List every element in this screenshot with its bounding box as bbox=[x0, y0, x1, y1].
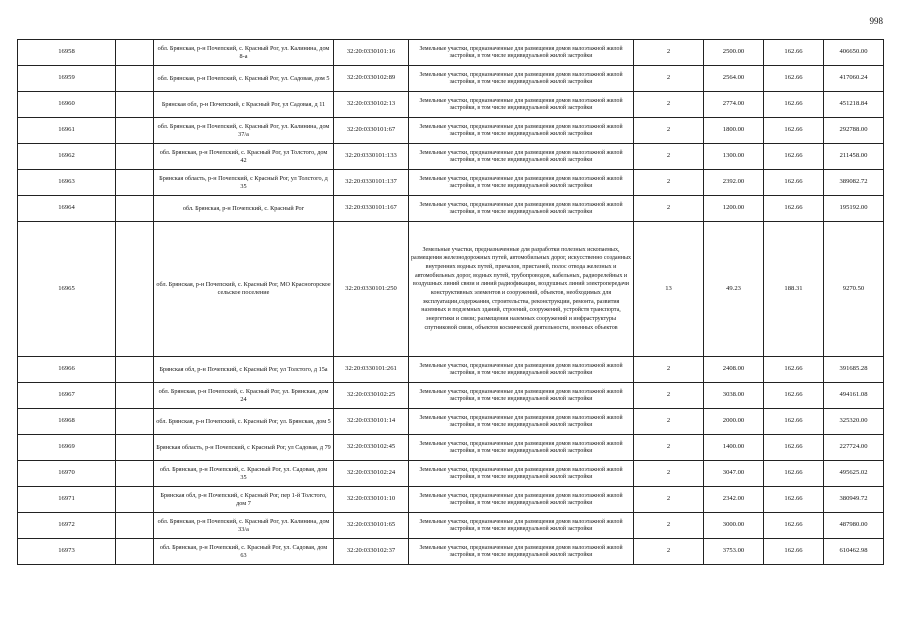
table-row bbox=[18, 144, 884, 170]
empty-cell bbox=[116, 170, 154, 196]
area-cell: 1400.00 bbox=[704, 435, 764, 461]
area-cell: 1300.00 bbox=[704, 144, 764, 170]
table-row bbox=[18, 409, 884, 435]
specific-value-cell: 162.66 bbox=[764, 487, 824, 513]
land-use-purpose-cell: Земельные участки, предназначенные для размещения домов малоэтажной жилой застройки, в том числе индивидуальной жилой застройки bbox=[409, 357, 634, 383]
cadastral-number-cell: 32:20:0330101:137 bbox=[334, 170, 409, 196]
area-cell: 2564.00 bbox=[704, 66, 764, 92]
cadastral-value-cell: 211458.00 bbox=[824, 144, 884, 170]
empty-cell bbox=[116, 539, 154, 565]
specific-value-cell: 162.66 bbox=[764, 357, 824, 383]
table-row bbox=[18, 66, 884, 92]
cadastral-number-cell: 32:20:0330101:67 bbox=[334, 118, 409, 144]
area-cell: 3047.00 bbox=[704, 461, 764, 487]
specific-value-cell: 188.31 bbox=[764, 222, 824, 357]
land-use-purpose-cell: Земельные участки, предназначенные для размещения домов малоэтажной жилой застройки, в том числе индивидуальной жилой застройки bbox=[409, 409, 634, 435]
area-cell: 3753.00 bbox=[704, 539, 764, 565]
specific-value-cell: 162.66 bbox=[764, 461, 824, 487]
land-use-purpose-cell: Земельные участки, предназначенные для разработки полезных ископаемых, размещения железнодорожных путей, автомобильных дорог, искусственно созданных внутренних водных путей, причалов, пристаней, полос отвода железных и автомобильных дорог, водных путей, трубопроводов, кабельных, радиорелейных и воздушных линий связи и линий радиофикации, воздушных линий электропередачи конструктивных элементов и сооружений, объектов, необходимых для эксплуатации,содержания, строительства, реконструкции, ремонта, развития наземных и подземных зданий, строений, сооружений, устройств транспорта, энергетики и связи; размещения наземных сооружений и инфраструктуры спутниковой связи, объектов космической деятельности, военных объектов bbox=[409, 222, 634, 357]
record-id-cell: 16970 bbox=[18, 461, 116, 487]
empty-cell bbox=[116, 92, 154, 118]
land-use-purpose-cell: Земельные участки, предназначенные для размещения домов малоэтажной жилой застройки, в том числе индивидуальной жилой застройки bbox=[409, 196, 634, 222]
cadastral-number-cell: 32:20:0330101:167 bbox=[334, 196, 409, 222]
table-row bbox=[18, 487, 884, 513]
area-cell: 2000.00 bbox=[704, 409, 764, 435]
empty-cell bbox=[116, 66, 154, 92]
cadastral-value-cell: 389082.72 bbox=[824, 170, 884, 196]
table-row bbox=[18, 513, 884, 539]
cadastral-value-cell: 495625.02 bbox=[824, 461, 884, 487]
group-number-cell: 2 bbox=[634, 539, 704, 565]
land-use-purpose-cell: Земельные участки, предназначенные для размещения домов малоэтажной жилой застройки, в том числе индивидуальной жилой застройки bbox=[409, 461, 634, 487]
empty-cell bbox=[116, 461, 154, 487]
specific-value-cell: 162.66 bbox=[764, 513, 824, 539]
group-number-cell: 2 bbox=[634, 66, 704, 92]
land-use-purpose-cell: Земельные участки, предназначенные для размещения домов малоэтажной жилой застройки, в том числе индивидуальной жилой застройки bbox=[409, 118, 634, 144]
record-id-cell: 16966 bbox=[18, 357, 116, 383]
record-id-cell: 16964 bbox=[18, 196, 116, 222]
address-cell: Брянская область, р-н Почепский, с Красный Рог, ул Толстого, д 35 bbox=[154, 170, 334, 196]
cadastral-value-cell: 391685.28 bbox=[824, 357, 884, 383]
cadastral-value-cell: 406650.00 bbox=[824, 40, 884, 66]
table-row bbox=[18, 40, 884, 66]
cadastral-value-cell: 494161.08 bbox=[824, 383, 884, 409]
area-cell: 49.23 bbox=[704, 222, 764, 357]
empty-cell bbox=[116, 40, 154, 66]
empty-cell bbox=[116, 513, 154, 539]
address-cell: обл. Брянская, р-н Почепский, с. Красный Рог, ул. Садовая, дом 63 bbox=[154, 539, 334, 565]
cadastral-value-cell: 9270.50 bbox=[824, 222, 884, 357]
cadastral-number-cell: 32:20:0330102:13 bbox=[334, 92, 409, 118]
record-id-cell: 16965 bbox=[18, 222, 116, 357]
group-number-cell: 2 bbox=[634, 409, 704, 435]
specific-value-cell: 162.66 bbox=[764, 539, 824, 565]
address-cell: Брянская обл, р-н Почепский, с Красный Рог, ул Толстого, д 15а bbox=[154, 357, 334, 383]
area-cell: 3038.00 bbox=[704, 383, 764, 409]
group-number-cell: 2 bbox=[634, 487, 704, 513]
cadastral-value-cell: 380949.72 bbox=[824, 487, 884, 513]
record-id-cell: 16958 bbox=[18, 40, 116, 66]
address-cell: обл. Брянская, р-н Почепский, с. Красный Рог, МО Красногорское сельское поселение bbox=[154, 222, 334, 357]
cadastral-number-cell: 32:20:0330102:89 bbox=[334, 66, 409, 92]
address-cell: обл. Брянская, р-н Почепский, с. Красный Рог, ул. Калинина, дом 37/а bbox=[154, 118, 334, 144]
address-cell: обл. Брянская, р-н Почепский, с. Красный Рог, ул. Садовая, дом 35 bbox=[154, 461, 334, 487]
group-number-cell: 13 bbox=[634, 222, 704, 357]
specific-value-cell: 162.66 bbox=[764, 66, 824, 92]
cadastral-number-cell: 32:20:0330101:14 bbox=[334, 409, 409, 435]
address-cell: обл. Брянская, р-н Почепский, с. Красный Рог, ул. Брянская, дом 24 bbox=[154, 383, 334, 409]
group-number-cell: 2 bbox=[634, 357, 704, 383]
address-cell: обл. Брянская, р-н Почепский, с. Красный Рог, ул. Садовая, дом 5 bbox=[154, 66, 334, 92]
area-cell: 2342.00 bbox=[704, 487, 764, 513]
land-use-purpose-cell: Земельные участки, предназначенные для размещения домов малоэтажной жилой застройки, в том числе индивидуальной жилой застройки bbox=[409, 170, 634, 196]
group-number-cell: 2 bbox=[634, 92, 704, 118]
group-number-cell: 2 bbox=[634, 461, 704, 487]
specific-value-cell: 162.66 bbox=[764, 383, 824, 409]
table-row bbox=[18, 196, 884, 222]
empty-cell bbox=[116, 196, 154, 222]
empty-cell bbox=[116, 144, 154, 170]
cadastral-value-cell: 417060.24 bbox=[824, 66, 884, 92]
cadastral-value-cell: 610462.98 bbox=[824, 539, 884, 565]
cadastral-number-cell: 32:20:0330101:261 bbox=[334, 357, 409, 383]
table-row bbox=[18, 435, 884, 461]
cadastral-number-cell: 32:20:0330101:10 bbox=[334, 487, 409, 513]
record-id-cell: 16960 bbox=[18, 92, 116, 118]
cadastral-value-cell: 227724.00 bbox=[824, 435, 884, 461]
specific-value-cell: 162.66 bbox=[764, 196, 824, 222]
land-use-purpose-cell: Земельные участки, предназначенные для размещения домов малоэтажной жилой застройки, в том числе индивидуальной жилой застройки bbox=[409, 539, 634, 565]
address-cell: обл. Брянская, р-н Почепский, с. Красный Рог, ул Толстого, дом 42 bbox=[154, 144, 334, 170]
cadastral-value-cell: 487980.00 bbox=[824, 513, 884, 539]
record-id-cell: 16973 bbox=[18, 539, 116, 565]
table-row bbox=[18, 539, 884, 565]
specific-value-cell: 162.66 bbox=[764, 118, 824, 144]
empty-cell bbox=[116, 357, 154, 383]
area-cell: 2774.00 bbox=[704, 92, 764, 118]
cadastral-value-cell: 451218.84 bbox=[824, 92, 884, 118]
address-cell: обл. Брянская, р-н Почепский, с. Красный Рог, ул. Калинина, дом 8-а bbox=[154, 40, 334, 66]
land-use-purpose-cell: Земельные участки, предназначенные для размещения домов малоэтажной жилой застройки, в том числе индивидуальной жилой застройки bbox=[409, 383, 634, 409]
record-id-cell: 16959 bbox=[18, 66, 116, 92]
land-use-purpose-cell: Земельные участки, предназначенные для размещения домов малоэтажной жилой застройки, в том числе индивидуальной жилой застройки bbox=[409, 66, 634, 92]
specific-value-cell: 162.66 bbox=[764, 435, 824, 461]
land-use-purpose-cell: Земельные участки, предназначенные для размещения домов малоэтажной жилой застройки, в том числе индивидуальной жилой застройки bbox=[409, 435, 634, 461]
empty-cell bbox=[116, 222, 154, 357]
cadastral-number-cell: 32:20:0330102:37 bbox=[334, 539, 409, 565]
empty-cell bbox=[116, 383, 154, 409]
address-cell: Брянская обл, р-н Почепский, с Красный Рог, ул Садовая, д 11 bbox=[154, 92, 334, 118]
group-number-cell: 2 bbox=[634, 144, 704, 170]
land-use-purpose-cell: Земельные участки, предназначенные для размещения домов малоэтажной жилой застройки, в том числе индивидуальной жилой застройки bbox=[409, 144, 634, 170]
table-row bbox=[18, 357, 884, 383]
address-cell: Брянская область, р-н Почепский, с Красный Рог, ул Садовая, д 79 bbox=[154, 435, 334, 461]
cadastral-value-cell: 292788.00 bbox=[824, 118, 884, 144]
group-number-cell: 2 bbox=[634, 435, 704, 461]
empty-cell bbox=[116, 487, 154, 513]
table-row bbox=[18, 383, 884, 409]
specific-value-cell: 162.66 bbox=[764, 409, 824, 435]
table-row bbox=[18, 118, 884, 144]
table-row bbox=[18, 170, 884, 196]
specific-value-cell: 162.66 bbox=[764, 144, 824, 170]
cadastral-number-cell: 32:20:0330101:16 bbox=[334, 40, 409, 66]
empty-cell bbox=[116, 409, 154, 435]
address-cell: обл. Брянская, р-н Почепский, с. Красный Рог bbox=[154, 196, 334, 222]
group-number-cell: 2 bbox=[634, 383, 704, 409]
record-id-cell: 16969 bbox=[18, 435, 116, 461]
record-id-cell: 16972 bbox=[18, 513, 116, 539]
area-cell: 2500.00 bbox=[704, 40, 764, 66]
empty-cell bbox=[116, 118, 154, 144]
area-cell: 2408.00 bbox=[704, 357, 764, 383]
table-row bbox=[18, 222, 884, 357]
area-cell: 2392.00 bbox=[704, 170, 764, 196]
land-use-purpose-cell: Земельные участки, предназначенные для размещения домов малоэтажной жилой застройки, в том числе индивидуальной жилой застройки bbox=[409, 487, 634, 513]
address-cell: Брянская обл, р-н Почепский, с Красный Рог, пер 1-й Толстого, дом 7 bbox=[154, 487, 334, 513]
address-cell: обл. Брянская, р-н Почепский, с. Красный Рог, ул. Брянская, дом 5 bbox=[154, 409, 334, 435]
empty-cell bbox=[116, 435, 154, 461]
cadastral-number-cell: 32:20:0330101:133 bbox=[334, 144, 409, 170]
group-number-cell: 2 bbox=[634, 118, 704, 144]
land-use-purpose-cell: Земельные участки, предназначенные для размещения домов малоэтажной жилой застройки, в том числе индивидуальной жилой застройки bbox=[409, 92, 634, 118]
page-number: 998 bbox=[869, 16, 883, 26]
land-use-purpose-cell: Земельные участки, предназначенные для размещения домов малоэтажной жилой застройки, в том числе индивидуальной жилой застройки bbox=[409, 40, 634, 66]
cadastral-number-cell: 32:20:0330101:65 bbox=[334, 513, 409, 539]
group-number-cell: 2 bbox=[634, 196, 704, 222]
cadastral-number-cell: 32:20:0330102:25 bbox=[334, 383, 409, 409]
table-row bbox=[18, 92, 884, 118]
record-id-cell: 16962 bbox=[18, 144, 116, 170]
area-cell: 1200.00 bbox=[704, 196, 764, 222]
table-row bbox=[18, 461, 884, 487]
cadastral-registry-table bbox=[17, 39, 884, 565]
record-id-cell: 16968 bbox=[18, 409, 116, 435]
address-cell: обл. Брянская, р-н Почепский, с. Красный Рог, ул. Калинина, дом 33/а bbox=[154, 513, 334, 539]
land-use-purpose-cell: Земельные участки, предназначенные для размещения домов малоэтажной жилой застройки, в том числе индивидуальной жилой застройки bbox=[409, 513, 634, 539]
group-number-cell: 2 bbox=[634, 40, 704, 66]
cadastral-value-cell: 195192.00 bbox=[824, 196, 884, 222]
specific-value-cell: 162.66 bbox=[764, 92, 824, 118]
area-cell: 1800.00 bbox=[704, 118, 764, 144]
cadastral-value-cell: 325320.00 bbox=[824, 409, 884, 435]
record-id-cell: 16963 bbox=[18, 170, 116, 196]
cadastral-number-cell: 32:20:0330102:24 bbox=[334, 461, 409, 487]
record-id-cell: 16967 bbox=[18, 383, 116, 409]
specific-value-cell: 162.66 bbox=[764, 170, 824, 196]
cadastral-number-cell: 32:20:0330101:250 bbox=[334, 222, 409, 357]
specific-value-cell: 162.66 bbox=[764, 40, 824, 66]
area-cell: 3000.00 bbox=[704, 513, 764, 539]
group-number-cell: 2 bbox=[634, 513, 704, 539]
cadastral-number-cell: 32:20:0330102:45 bbox=[334, 435, 409, 461]
group-number-cell: 2 bbox=[634, 170, 704, 196]
record-id-cell: 16971 bbox=[18, 487, 116, 513]
record-id-cell: 16961 bbox=[18, 118, 116, 144]
